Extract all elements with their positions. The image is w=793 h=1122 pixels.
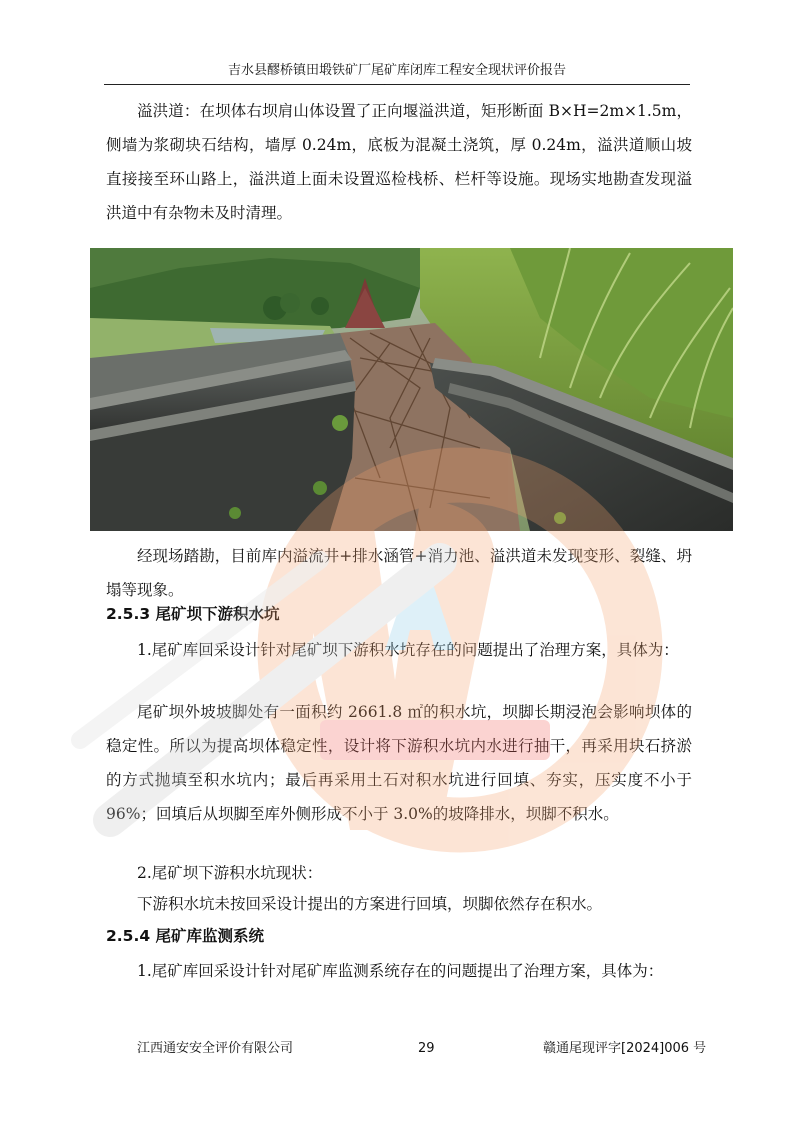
pit-design-detail: 尾矿坝外坡坡脚处有一面积约 2661.8 ㎡的积水坑，坝脚长期浸泡会影响坝体的稳定性。所以为提高坝体稳定性，设计将下游积水坑内水进行抽干，再采用块石挤淤的方式抛填至积水坑内；最后再采用土石对积水坑进行回填、夯实，压实度不小于 96%；回填后从坝脚至库外侧形成不小于 3.0%的坡降排水，坝脚不积水。 (106, 703, 692, 823)
pit-status-title: 2.尾矿坝下游积水坑现状： (137, 864, 323, 882)
pit-status-detail: 下游积水坑未按回采设计提出的方案进行回填，坝脚依然存在积水。 (137, 895, 603, 913)
footer-page-number: 29 (418, 1041, 435, 1056)
spillway-photo (90, 248, 733, 531)
inspection-paragraph: 经现场踏勘，目前库内溢流井+排水涵管+消力池、溢洪道未发现变形、裂缝、坍塌等现象。 (106, 547, 692, 599)
page-header-title: 吉水县醪桥镇田塅铁矿厂尾矿库闭库工程安全现状评价报告 (227, 63, 566, 78)
footer-report-number: 赣通尾现评字[2024]006 号 (543, 1041, 707, 1056)
section-heading-2-5-3: 2.5.3 尾矿坝下游积水坑 (106, 605, 280, 623)
pit-design-intro: 1.尾矿库回采设计针对尾矿坝下游积水坑存在的问题提出了治理方案，具体为： (137, 641, 679, 659)
spillway-paragraph: 溢洪道：在坝体右坝肩山体设置了正向堰溢洪道，矩形断面 B×H=2m×1.5m，侧墙为浆砌块石结构，墙厚 0.24m，底板为混凝土浇筑，厚 0.24m，溢洪道顺山坡直接接至环山路上，溢洪道上面未设置巡检栈桥、栏杆等设施。现场实地勘查发现溢洪道中有杂物未及时清理。 (106, 102, 692, 222)
footer-company: 江西通安安全评价有限公司 (137, 1041, 294, 1056)
monitoring-intro: 1.尾矿库回采设计针对尾矿库监测系统存在的问题提出了治理方案，具体为： (137, 962, 664, 980)
header-divider (104, 84, 690, 85)
section-heading-2-5-4: 2.5.4 尾矿库监测系统 (106, 927, 265, 945)
